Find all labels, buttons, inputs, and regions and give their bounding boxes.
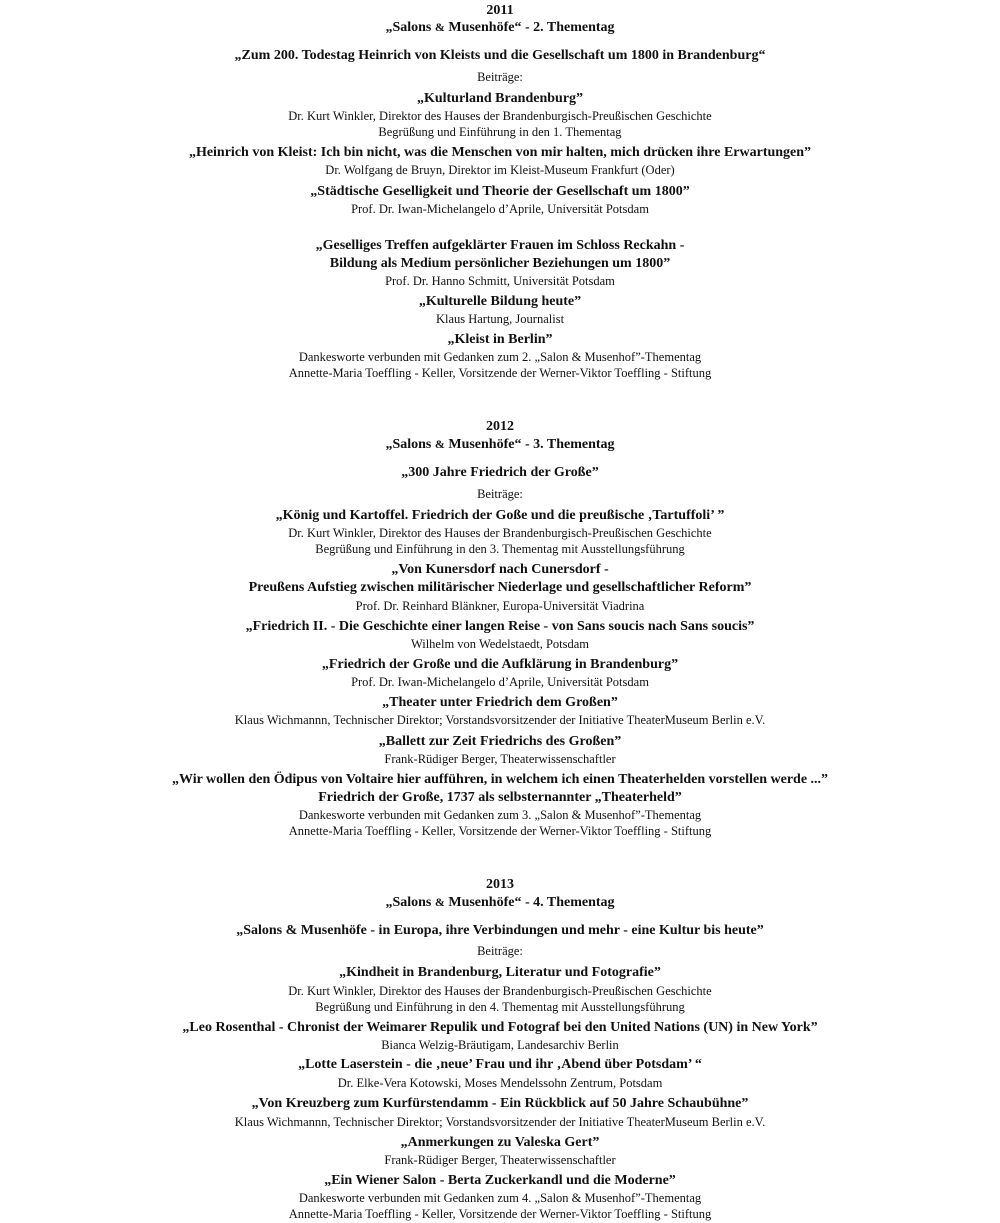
talk-detail: Dr. Wolfgang de Bruyn, Direktor im Kleist-Museum Frankfurt (Oder) bbox=[325, 163, 675, 177]
talk-title: „Leo Rosenthal - Chronist der Weimarer Repulik und Fotograf bei den United Nations (UN) in New York” bbox=[182, 1020, 818, 1035]
section-year: 2012 bbox=[486, 419, 514, 434]
talk-title: Preußens Aufstieg zwischen militärischer Niederlage und gesellschaftlicher Reform” bbox=[248, 580, 752, 595]
talk-title: „Kleist in Berlin” bbox=[447, 332, 553, 347]
section-theme: „Salons & Musenhöfe - in Europa, ihre Verbindungen und mehr - eine Kultur bis heute” bbox=[236, 923, 764, 938]
talk-detail: Dr. Kurt Winkler, Direktor des Hauses der Brandenburgisch-Preußischen Geschichte bbox=[288, 109, 712, 123]
talk-detail: Bianca Welzig-Bräutigam, Landesarchiv Berlin bbox=[381, 1038, 619, 1052]
talk-detail: Prof. Dr. Iwan-Michelangelo d’Aprile, Universität Potsdam bbox=[351, 202, 649, 216]
talk-title: „König und Kartoffel. Friedrich der Goße und die preußische ‚Tartuffoli’ ” bbox=[275, 508, 725, 523]
talk-title: „Heinrich von Kleist: Ich bin nicht, was die Menschen von mir halten, mich drücken ihre Erwartungen” bbox=[188, 145, 812, 160]
talk-title: „Kindheit in Brandenburg, Literatur und Fotografie” bbox=[339, 965, 661, 980]
section-year: 2011 bbox=[486, 3, 514, 18]
talk-detail: Dr. Kurt Winkler, Direktor des Hauses der Brandenburgisch-Preußischen Geschichte bbox=[288, 526, 712, 540]
talk-title: „Städtische Geselligkeit und Theorie der Gesellschaft um 1800” bbox=[310, 184, 690, 199]
talk-detail: Wilhelm von Wedelstaedt, Potsdam bbox=[410, 637, 590, 651]
contributions-label: Beiträge: bbox=[477, 70, 523, 84]
ampersand: & bbox=[434, 20, 445, 34]
talk-title: Bildung als Medium persönlicher Beziehungen um 1800” bbox=[329, 256, 671, 271]
talk-title: „Von Kunersdorf nach Cunersdorf - bbox=[391, 562, 609, 577]
talk-detail: Klaus Hartung, Journalist bbox=[435, 312, 565, 326]
talk-detail: Klaus Wichmannn, Technischer Direktor; Vorstandsvorsitzender der Initiative TheaterMuseum Berlin e.V. bbox=[234, 713, 766, 727]
talk-title: „Friedrich II. - Die Geschichte einer langen Reise - von Sans soucis nach Sans soucis” bbox=[245, 619, 755, 634]
talk-detail: Annette-Maria Toeffling - Keller, Vorsitzende der Werner-Viktor Toeffling - Stiftung bbox=[288, 824, 712, 838]
talk-detail: Annette-Maria Toeffling - Keller, Vorsitzende der Werner-Viktor Toeffling - Stiftung bbox=[288, 1207, 712, 1221]
section-subtitle: „Salons & Musenhöfe“ - 3. Thementag bbox=[385, 437, 615, 452]
contributions-label: Beiträge: bbox=[477, 487, 523, 501]
talk-detail: Dankesworte verbunden mit Gedanken zum 3. „Salon & Musenhof”-Thementag bbox=[298, 808, 702, 822]
talk-detail: Klaus Wichmannn, Technischer Direktor; Vorstandsvorsitzender der Initiative TheaterMuseum Berlin e.V. bbox=[234, 1115, 766, 1129]
talk-title: Friedrich der Große, 1737 als selbsternannter „Theaterheld” bbox=[318, 790, 682, 805]
talk-detail: Dankesworte verbunden mit Gedanken zum 4. „Salon & Musenhof”-Thementag bbox=[298, 1191, 702, 1205]
talk-title: „Lotte Laserstein - die ‚neue’ Frau und ihr ‚Abend über Potsdam’ “ bbox=[298, 1057, 702, 1072]
talk-detail: Dr. Elke-Vera Kotowski, Moses Mendelssohn Zentrum, Potsdam bbox=[337, 1076, 663, 1090]
ampersand: & bbox=[434, 895, 445, 909]
talk-detail: Prof. Dr. Reinhard Blänkner, Europa-Universität Viadrina bbox=[355, 599, 645, 613]
talk-title: „Kulturland Brandenburg” bbox=[416, 91, 584, 106]
section-year: 2013 bbox=[486, 877, 514, 892]
talk-title: „Wir wollen den Ödipus von Voltaire hier aufführen, in welchem ich einen Theaterhelden vorstellen werde ...” bbox=[171, 772, 829, 787]
section-theme: „300 Jahre Friedrich der Große” bbox=[401, 465, 599, 480]
talk-title: „Theater unter Friedrich dem Großen” bbox=[382, 695, 618, 710]
talk-detail: Prof. Dr. Hanno Schmitt, Universität Potsdam bbox=[385, 274, 615, 288]
talk-title: „Ballett zur Zeit Friedrichs des Großen” bbox=[378, 734, 622, 749]
talk-title: „Anmerkungen zu Valeska Gert” bbox=[400, 1135, 600, 1150]
talk-detail: Dankesworte verbunden mit Gedanken zum 2. „Salon & Musenhof”-Thementag bbox=[298, 350, 702, 364]
talk-title: „Geselliges Treffen aufgeklärter Frauen im Schloss Reckahn - bbox=[315, 238, 685, 253]
talk-detail: Begrüßung und Einführung in den 3. Thementag mit Ausstellungsführung bbox=[315, 542, 685, 556]
talk-title: „Von Kreuzberg zum Kurfürstendamm - Ein Rückblick auf 50 Jahre Schaubühne” bbox=[251, 1096, 749, 1111]
contributions-label: Beiträge: bbox=[477, 944, 523, 958]
talk-title: „Ein Wiener Salon - Berta Zuckerkandl und die Moderne” bbox=[324, 1173, 676, 1188]
talk-detail: Begrüßung und Einführung in den 4. Thementag mit Ausstellungsführung bbox=[315, 1000, 685, 1014]
talk-detail: Dr. Kurt Winkler, Direktor des Hauses der Brandenburgisch-Preußischen Geschichte bbox=[288, 984, 712, 998]
talk-title: „Kulturelle Bildung heute” bbox=[418, 294, 582, 309]
talk-detail: Frank-Rüdiger Berger, Theaterwissenschaftler bbox=[384, 1153, 616, 1167]
section-subtitle: „Salons & Musenhöfe“ - 4. Thementag bbox=[385, 895, 615, 910]
section-theme: „Zum 200. Todestag Heinrich von Kleists und die Gesellschaft um 1800 in Brandenburg“ bbox=[234, 48, 766, 63]
talk-title: „Friedrich der Große und die Aufklärung in Brandenburg” bbox=[321, 657, 679, 672]
talk-detail: Frank-Rüdiger Berger, Theaterwissenschaftler bbox=[384, 752, 616, 766]
talk-detail: Prof. Dr. Iwan-Michelangelo d’Aprile, Universität Potsdam bbox=[351, 675, 649, 689]
talk-detail: Annette-Maria Toeffling - Keller, Vorsitzende der Werner-Viktor Toeffling - Stiftung bbox=[288, 366, 712, 380]
section-subtitle: „Salons & Musenhöfe“ - 2. Thementag bbox=[385, 20, 615, 35]
talk-detail: Begrüßung und Einführung in den 1. Thementag bbox=[378, 125, 622, 139]
ampersand: & bbox=[434, 437, 445, 451]
